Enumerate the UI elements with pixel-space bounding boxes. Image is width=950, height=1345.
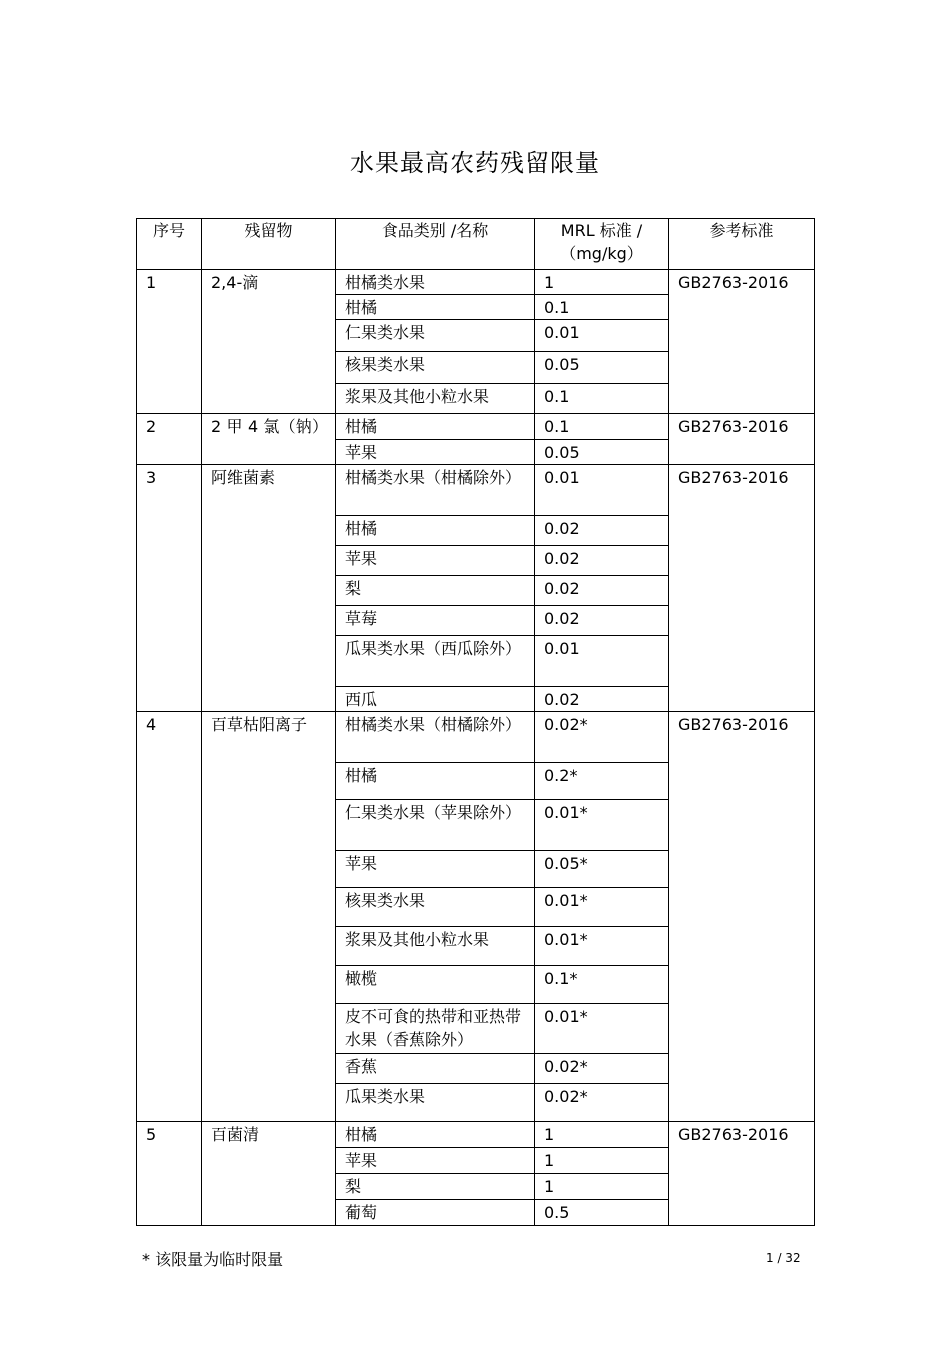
food-category-cell: 香蕉: [336, 1054, 535, 1084]
food-category-cell: 橄榄: [336, 966, 535, 1004]
food-category-cell: 皮不可食的热带和亚热带水果（香蕉除外）: [336, 1004, 535, 1054]
table-row: [137, 270, 815, 295]
mrl-value-cell: 0.1: [535, 384, 669, 414]
mrl-value-cell: 0.02*: [535, 1054, 669, 1084]
food-category-cell: 西瓜: [336, 687, 535, 712]
table-body: [137, 270, 815, 1226]
header-serial-no: 序号: [137, 219, 202, 270]
mrl-value-cell: 0.02: [535, 687, 669, 712]
food-category-cell: 浆果及其他小粒水果: [336, 927, 535, 966]
residue-cell: 百草枯阳离子: [202, 712, 336, 1122]
mrl-table: [136, 218, 815, 1226]
header-food-category: 食品类别 /名称: [336, 219, 535, 270]
mrl-value-cell: 0.01: [535, 465, 669, 516]
food-category-cell: 瓜果类水果: [336, 1084, 535, 1122]
mrl-value-cell: 0.2*: [535, 763, 669, 800]
mrl-value-cell: 0.02: [535, 606, 669, 636]
serial-no-cell: 2: [137, 414, 202, 465]
mrl-value-cell: 0.01*: [535, 888, 669, 927]
food-category-cell: 柑橘类水果（柑橘除外）: [336, 465, 535, 516]
mrl-value-cell: 0.05: [535, 352, 669, 384]
mrl-value-cell: 0.1: [535, 414, 669, 440]
mrl-value-cell: 0.01*: [535, 927, 669, 966]
header-reference-standard: 参考标准: [669, 219, 815, 270]
food-category-cell: 葡萄: [336, 1200, 535, 1226]
food-category-cell: 柑橘类水果: [336, 270, 535, 295]
food-category-cell: 核果类水果: [336, 888, 535, 927]
page-number: 1 / 32: [766, 1251, 801, 1265]
reference-standard-cell: GB2763-2016: [669, 712, 815, 1122]
food-category-cell: 柑橘: [336, 1122, 535, 1148]
food-category-cell: 梨: [336, 1174, 535, 1200]
mrl-value-cell: 1: [535, 1122, 669, 1148]
food-category-cell: 苹果: [336, 546, 535, 576]
mrl-value-cell: 0.01: [535, 320, 669, 352]
food-category-cell: 核果类水果: [336, 352, 535, 384]
mrl-value-cell: 0.02: [535, 576, 669, 606]
serial-no-cell: 4: [137, 712, 202, 1122]
mrl-value-cell: 1: [535, 270, 669, 295]
mrl-value-cell: 0.02: [535, 546, 669, 576]
mrl-value-cell: 0.1*: [535, 966, 669, 1004]
food-category-cell: 草莓: [336, 606, 535, 636]
food-category-cell: 梨: [336, 576, 535, 606]
table-row: [137, 414, 815, 440]
food-category-cell: 柑橘: [336, 516, 535, 546]
reference-standard-cell: GB2763-2016: [669, 414, 815, 465]
mrl-value-cell: 1: [535, 1174, 669, 1200]
serial-no-cell: 3: [137, 465, 202, 712]
mrl-value-cell: 0.1: [535, 295, 669, 320]
mrl-value-cell: 0.02: [535, 516, 669, 546]
serial-no-cell: 5: [137, 1122, 202, 1226]
food-category-cell: 仁果类水果: [336, 320, 535, 352]
table-header-row: [137, 219, 815, 270]
table-row: [137, 1122, 815, 1148]
food-category-cell: 柑橘: [336, 414, 535, 440]
food-category-cell: 苹果: [336, 1148, 535, 1174]
mrl-value-cell: 0.01*: [535, 800, 669, 851]
mrl-value-cell: 0.02*: [535, 1084, 669, 1122]
mrl-value-cell: 1: [535, 1148, 669, 1174]
residue-cell: 百菌清: [202, 1122, 336, 1226]
residue-cell: 2 甲 4 氯（钠）: [202, 414, 336, 465]
residue-cell: 阿维菌素: [202, 465, 336, 712]
food-category-cell: 瓜果类水果（西瓜除外）: [336, 636, 535, 687]
reference-standard-cell: GB2763-2016: [669, 465, 815, 712]
food-category-cell: 苹果: [336, 440, 535, 465]
residue-cell: 2,4-滴: [202, 270, 336, 414]
header-mrl: MRL 标准 /（mg/kg）: [535, 219, 669, 270]
table-row: [137, 712, 815, 763]
food-category-cell: 浆果及其他小粒水果: [336, 384, 535, 414]
table-row: [137, 465, 815, 516]
mrl-value-cell: 0.01: [535, 636, 669, 687]
reference-standard-cell: GB2763-2016: [669, 270, 815, 414]
reference-standard-cell: GB2763-2016: [669, 1122, 815, 1226]
mrl-value-cell: 0.5: [535, 1200, 669, 1226]
food-category-cell: 柑橘: [336, 763, 535, 800]
serial-no-cell: 1: [137, 270, 202, 414]
food-category-cell: 仁果类水果（苹果除外）: [336, 800, 535, 851]
food-category-cell: 柑橘类水果（柑橘除外）: [336, 712, 535, 763]
mrl-value-cell: 0.05: [535, 440, 669, 465]
mrl-value-cell: 0.05*: [535, 851, 669, 888]
header-residue: 残留物: [202, 219, 336, 270]
document-title: 水果最高农药残留限量: [350, 149, 600, 177]
food-category-cell: 柑橘: [336, 295, 535, 320]
footnote: * 该限量为临时限量: [142, 1250, 284, 1269]
food-category-cell: 苹果: [336, 851, 535, 888]
mrl-value-cell: 0.01*: [535, 1004, 669, 1054]
mrl-value-cell: 0.02*: [535, 712, 669, 763]
